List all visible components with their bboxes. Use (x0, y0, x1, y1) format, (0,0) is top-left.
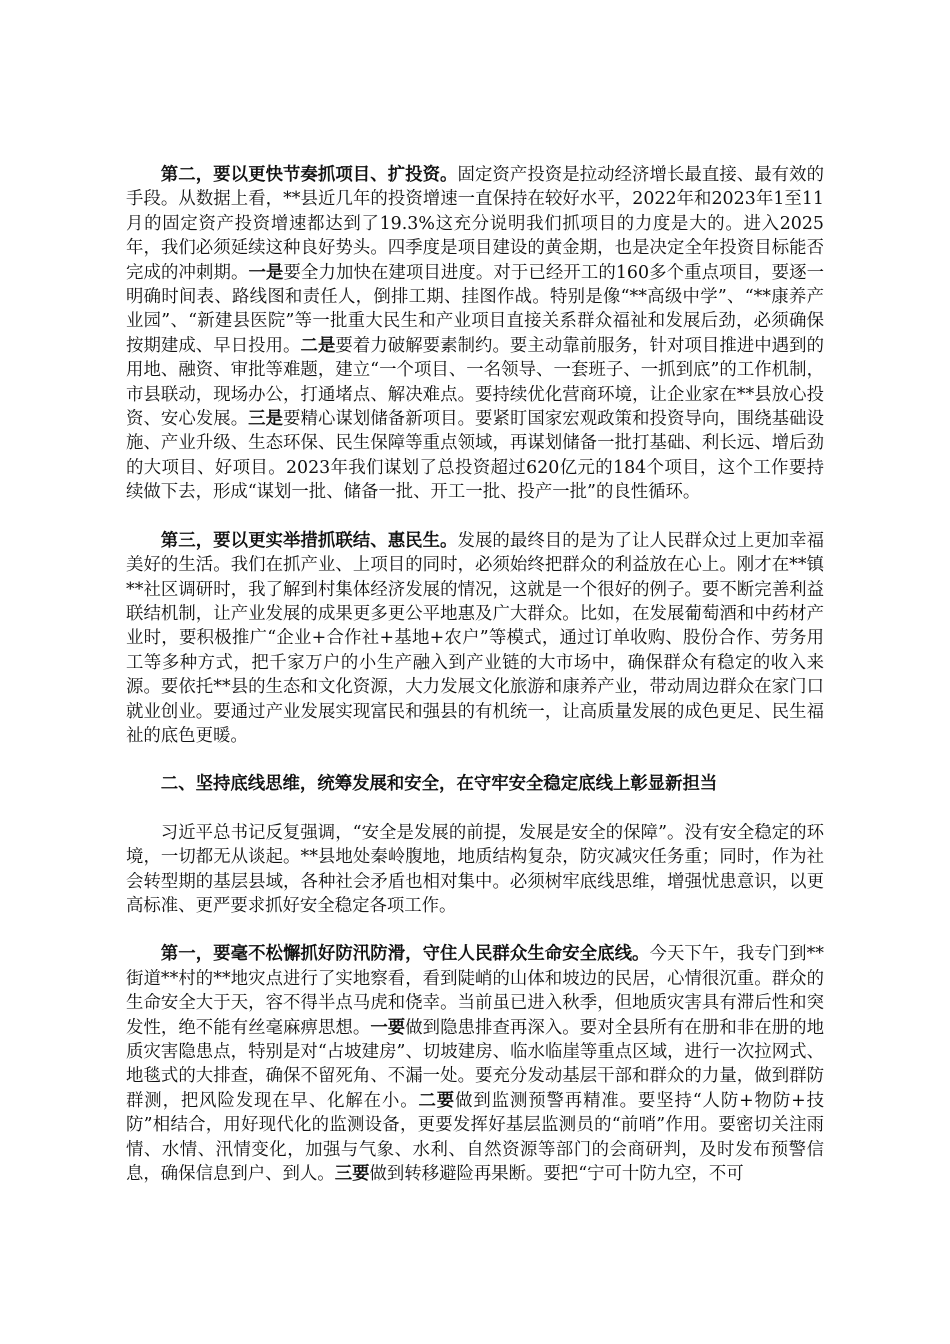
paragraph-lead: 第一，要毫不松懈抓好防汛防滑，守住人民群众生命安全底线。 (160, 944, 650, 965)
paragraph-text: 要着力破解要素制约。要主动靠前服务，针对项目推进中遇到的用地、融资、审批等难题，建立“一个项目、一名领导、一套班子、一抓到底”的工作机制，市县联动，现场办公，打通堵点、解决难点。要持续优化营商环境，让企业家在**县放心投资、安心发展。 (126, 335, 824, 430)
paragraph-text: 要全力加快在建项目进度。对于已经开工的160多个重点项目，要逐一明确时间表、路线图和责任人，倒排工期、挂图作战。特别是像“**高级中学”、“**康养产业园”、“新建县医院”等一批重大民生和产业项目直接关系群众福祉和发展后劲，必须确保按期建成、早日投用。 (126, 262, 824, 356)
paragraph-text: 固定资产投资是拉动经济增长最直接、最有效的手段。从数据上看，**县近几年的投资增速一直保持在较好水平，2022年和2023年1至11月的固定资产投资增速都达到了19.3%这充分说明我们抓项目的力度是大的。进入2025年，我们必须延续这种良好势头。四季度是项目建设的黄金期，也是决定全年投资目标能否完成的冲刺期。 (126, 165, 824, 283)
paragraph-text: 习近平总书记反复强调，“安全是发展的前提，发展是安全的保障”。没有安全稳定的环境，一切都无从谈起。**县地处秦岭腹地，地质结构复杂，防灾减灾任务重；同时，作为社会转型期的基层县域，各种社会矛盾也相对集中。必须树牢底线思维，增强忧患意识，以更高标准、更严要求抓好安全稳定各项工作。 (126, 822, 824, 916)
paragraph-lead: 第三，要以更实举措抓联结、惠民生。 (160, 530, 458, 551)
paragraph-text: 做到转移避险再果断。要把“宁可十防九空，不可 (369, 1164, 744, 1185)
paragraph-livelihood (126, 529, 824, 749)
keyword-third: 三是 (248, 409, 284, 430)
paragraph-lead: 第二，要以更快节奏抓项目、扩投资。 (160, 165, 458, 185)
paragraph-flood-prevention (126, 942, 824, 1186)
keyword-first: 一要 (370, 1017, 406, 1038)
section-heading: 二、坚持底线思维，统筹发展和安全，在守牢安全稳定底线上彰显新担当 (160, 774, 718, 795)
keyword-third: 三要 (334, 1164, 370, 1185)
keyword-first: 一是 (248, 262, 284, 283)
paragraph-text: 做到隐患排查再深入。要对全县所有在册和非在册的地质灾害隐患点，特别是对“占坡建房”、切坡建房、临水临崖等重点区域，进行一次拉网式、地毯式的大排查，确保不留死角、不漏一处。要充分发动基层干部和群众的力量，做到群防群测，把风险发现在早、化解在小。 (126, 1017, 824, 1111)
keyword-second: 二要 (418, 1090, 456, 1111)
paragraph-text: 做到监测预警再精准。要坚持“人防+物防+技防”相结合，用好现代化的监测设备，更要发挥好基层监测员的“前哨”作用。要密切关注雨情、水情、汛情变化，加强与气象、水利、自然资源等部门的会商研判，及时发布预警信息，确保信息到户、到人。 (126, 1090, 824, 1185)
paragraph-text: 要精心谋划储备新项目。要紧盯国家宏观政策和投资导向，围绕基础设施、产业升级、生态环保、民生保障等重点领域，再谋划储备一批打基础、利长远、增后劲的大项目、好项目。2023年我们谋划了总投资超过620亿元的184个项目，这个工作要持续做下去，形成“谋划一批、储备一批、开工一批、投产一批”的良性循环。 (126, 409, 824, 503)
paragraph-text: 今天下午，我专门到**街道**村的**地灾点进行了实地察看，看到陡峭的山体和坡边的民居，心情很沉重。群众的生命安全大于天，容不得半点马虎和侥幸。当前虽已进入秋季，但地质灾害具有滞后性和突发性，绝不能有丝毫麻痹思想。 (126, 944, 824, 1038)
paragraph-projects-investment (126, 163, 824, 505)
paragraph-safety-intro (126, 821, 824, 919)
paragraph-text: 发展的最终目的是为了让人民群众过上更加幸福美好的生活。我们在抓产业、上项目的同时，必须始终把群众的利益放在心上。刚才在**镇**社区调研时，我了解到村集体经济发展的情况，这就是一个很好的例子。要不断完善利益联结机制，让产业发展的成果更多更公平地惠及广大群众。比如，在发展葡萄酒和中药材产业时，要积极推广“企业+合作社+基地+农户”等模式，通过订单收购、股份合作、劳务用工等多种方式，把千家万户的小生产融入到产业链的大市场中，确保群众有稳定的收入来源。要依托**县的生态和文化资源，大力发展文化旅游和康养产业，带动周边群众在家门口就业创业。要通过产业发展实现富民和强县的有机统一，让高质量发展的成色更足、民生福祉的底色更暖。 (126, 530, 824, 746)
keyword-second: 二是 (300, 335, 336, 356)
